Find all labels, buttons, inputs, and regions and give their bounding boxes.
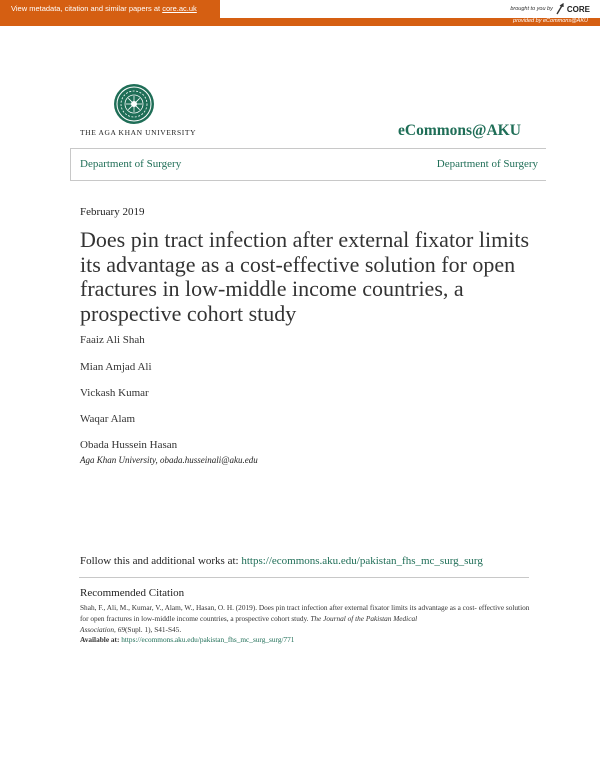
university-name: THE AGA KHAN UNIVERSITY bbox=[80, 128, 197, 137]
title-line: its advantage as a cost-effective solution for open bbox=[80, 251, 516, 277]
core-logo-text: CORE bbox=[566, 4, 590, 14]
publication-date: February 2019 bbox=[80, 206, 145, 218]
follow-label: Follow this and additional works at: bbox=[80, 555, 242, 567]
citation-line: Shah, F., Ali, M., Kumar, V., Alam, W., Hasan, O. H. (2019). Does pin tract infection after external fixator limits its advantage as a cost- bbox=[80, 603, 477, 612]
author-name: Faaiz Ali Shah bbox=[80, 334, 145, 346]
author-name: Mian Amjad Ali bbox=[80, 361, 152, 373]
title-line: Does pin tract infection after external fixator limits bbox=[80, 227, 530, 252]
citation-journal: The Journal of the Pakistan Medical bbox=[310, 614, 418, 623]
core-metadata-link-bar[interactable] bbox=[0, 0, 220, 18]
header-left-rule bbox=[70, 148, 71, 181]
core-view-label: View metadata, citation and similar papers at bbox=[11, 4, 163, 13]
available-at bbox=[80, 635, 294, 644]
title-line: fractures in low-middle income countries, a bbox=[80, 276, 464, 301]
citation-pages: (Supl. 1), S41-S45. bbox=[125, 625, 182, 634]
brought-by-text: brought to you by bbox=[510, 6, 553, 12]
citation-line: effective solution for open fractures in low-middle income countries, a prospective cohort study. bbox=[80, 603, 530, 623]
title-line: prospective cohort study bbox=[80, 300, 297, 326]
follow-link[interactable]: https://ecommons.aku.edu/pakistan_fhs_mc_surg_surg bbox=[241, 555, 483, 567]
paper-title bbox=[80, 228, 540, 326]
available-label: Available at: bbox=[80, 635, 122, 644]
header-top-rule bbox=[70, 148, 546, 149]
core-banner bbox=[0, 0, 600, 18]
recommended-citation-heading: Recommended Citation bbox=[80, 587, 185, 599]
provided-by-text[interactable]: provided by eCommons@AKU bbox=[513, 18, 588, 24]
department-right-link[interactable]: Department of Surgery bbox=[436, 158, 538, 170]
header-bottom-rule bbox=[70, 180, 546, 181]
core-logo-icon bbox=[555, 3, 565, 15]
aku-emblem-icon bbox=[113, 83, 155, 125]
provided-by-bar bbox=[0, 18, 600, 26]
department-left-link[interactable]: Department of Surgery bbox=[80, 158, 182, 170]
author-affiliation: Aga Khan University, obada.husseinali@aku.edu bbox=[80, 455, 258, 465]
citation-rule bbox=[79, 577, 529, 578]
author-name: Waqar Alam bbox=[80, 413, 136, 425]
citation-text bbox=[80, 602, 530, 635]
core-brand[interactable] bbox=[510, 2, 590, 16]
follow-line bbox=[80, 555, 483, 567]
ecommons-logo[interactable]: eCommons@AKU bbox=[398, 122, 521, 139]
core-view-text[interactable] bbox=[11, 4, 197, 13]
author-name: Vickash Kumar bbox=[80, 387, 149, 399]
available-link[interactable]: https://ecommons.aku.edu/pakistan_fhs_mc_surg_surg/771 bbox=[121, 635, 295, 644]
core-link[interactable]: core.ac.uk bbox=[162, 4, 197, 13]
author-name: Obada Hussein Hasan bbox=[80, 439, 178, 451]
citation-journal-volume: Association, 69 bbox=[80, 625, 125, 634]
